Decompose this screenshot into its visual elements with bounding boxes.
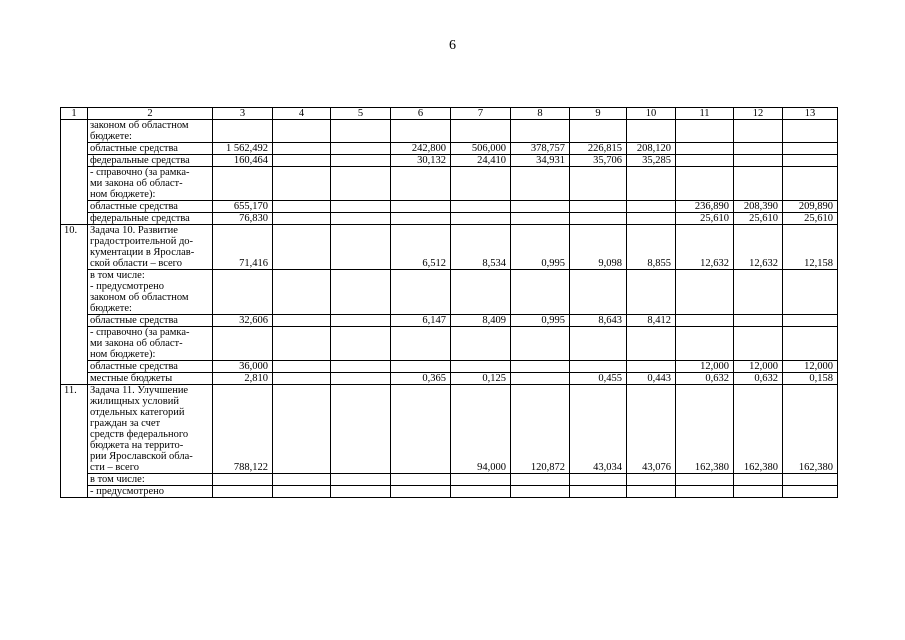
value-cell (734, 486, 783, 498)
value-cell: 12,000 (734, 361, 783, 373)
value-cell: 0,455 (570, 373, 627, 385)
value-cell (734, 167, 783, 201)
value-cell (783, 143, 838, 155)
row-label: Задача 10. Развитие градостроительной до- кументации в Ярослав- ской области – всего (88, 225, 213, 270)
value-cell (627, 270, 676, 315)
value-cell (676, 155, 734, 167)
value-cell (331, 486, 391, 498)
value-cell: 0,443 (627, 373, 676, 385)
column-number-row (61, 108, 838, 120)
value-cell: 226,815 (570, 143, 627, 155)
value-cell (331, 373, 391, 385)
value-cell (331, 327, 391, 361)
table-row (61, 315, 838, 327)
table-row (61, 270, 838, 315)
value-cell: 34,931 (511, 155, 570, 167)
value-cell: 6,147 (391, 315, 451, 327)
value-cell: 12,632 (734, 225, 783, 270)
value-cell (570, 213, 627, 225)
value-cell (273, 270, 331, 315)
table-row (61, 385, 838, 474)
value-cell (331, 315, 391, 327)
value-cell (511, 474, 570, 486)
value-cell: 35,706 (570, 155, 627, 167)
column-number: 13 (783, 108, 838, 120)
value-cell (273, 385, 331, 474)
table-row (61, 373, 838, 385)
column-number: 2 (88, 108, 213, 120)
value-cell: 12,000 (676, 361, 734, 373)
value-cell (676, 474, 734, 486)
row-label: областные средства (88, 201, 213, 213)
column-number: 7 (451, 108, 511, 120)
column-number: 4 (273, 108, 331, 120)
value-cell (331, 167, 391, 201)
value-cell: 1 562,492 (213, 143, 273, 155)
value-cell (213, 474, 273, 486)
value-cell (734, 155, 783, 167)
value-cell: 25,610 (734, 213, 783, 225)
table-row (61, 213, 838, 225)
value-cell (570, 486, 627, 498)
value-cell (391, 120, 451, 143)
column-number: 12 (734, 108, 783, 120)
value-cell (511, 373, 570, 385)
row-label: Задача 11. Улучшение жилищных условий отдельных категорий граждан за счет средств федерального бюджета на террито- рии Ярославской обла- сти – всего (88, 385, 213, 474)
value-cell (676, 327, 734, 361)
value-cell (331, 474, 391, 486)
value-cell (783, 270, 838, 315)
value-cell: 8,534 (451, 225, 511, 270)
value-cell (451, 270, 511, 315)
value-cell (627, 201, 676, 213)
value-cell: 236,890 (676, 201, 734, 213)
value-cell (627, 167, 676, 201)
value-cell: 8,643 (570, 315, 627, 327)
value-cell (734, 143, 783, 155)
value-cell (331, 225, 391, 270)
value-cell (331, 155, 391, 167)
value-cell: 24,410 (451, 155, 511, 167)
value-cell: 12,000 (783, 361, 838, 373)
row-label: - справочно (за рамка- ми закона об област- ном бюджете): (88, 167, 213, 201)
value-cell: 0,158 (783, 373, 838, 385)
value-cell (273, 201, 331, 213)
value-cell: 162,380 (783, 385, 838, 474)
row-label: в том числе: (88, 474, 213, 486)
value-cell: 25,610 (783, 213, 838, 225)
value-cell (213, 120, 273, 143)
value-cell (734, 327, 783, 361)
value-cell (783, 167, 838, 201)
row-index: 11. (61, 385, 88, 498)
table-row (61, 120, 838, 143)
value-cell (331, 213, 391, 225)
table-row (61, 143, 838, 155)
value-cell (570, 327, 627, 361)
value-cell: 120,872 (511, 385, 570, 474)
table-row (61, 327, 838, 361)
row-label: федеральные средства (88, 213, 213, 225)
value-cell: 208,390 (734, 201, 783, 213)
value-cell (783, 155, 838, 167)
value-cell (273, 120, 331, 143)
value-cell: 8,409 (451, 315, 511, 327)
value-cell (627, 474, 676, 486)
value-cell: 71,416 (213, 225, 273, 270)
value-cell (391, 327, 451, 361)
value-cell (570, 120, 627, 143)
table-row (61, 201, 838, 213)
value-cell: 0,125 (451, 373, 511, 385)
value-cell (391, 385, 451, 474)
value-cell (331, 270, 391, 315)
value-cell (451, 474, 511, 486)
value-cell: 208,120 (627, 143, 676, 155)
value-cell (331, 201, 391, 213)
row-label: областные средства (88, 315, 213, 327)
value-cell (451, 167, 511, 201)
value-cell (676, 486, 734, 498)
value-cell: 25,610 (676, 213, 734, 225)
value-cell (273, 155, 331, 167)
value-cell: 43,076 (627, 385, 676, 474)
value-cell (451, 327, 511, 361)
value-cell (676, 143, 734, 155)
row-label: в том числе: - предусмотрено законом об областном бюджете: (88, 270, 213, 315)
row-index: 10. (61, 225, 88, 385)
row-label: - справочно (за рамка- ми закона об област- ном бюджете): (88, 327, 213, 361)
column-number: 5 (331, 108, 391, 120)
value-cell (213, 327, 273, 361)
value-cell (676, 270, 734, 315)
value-cell: 32,606 (213, 315, 273, 327)
value-cell (511, 486, 570, 498)
column-number: 11 (676, 108, 734, 120)
value-cell: 0,632 (734, 373, 783, 385)
table-row (61, 225, 838, 270)
value-cell: 30,132 (391, 155, 451, 167)
value-cell (331, 143, 391, 155)
row-index (61, 120, 88, 225)
value-cell: 378,757 (511, 143, 570, 155)
value-cell (783, 120, 838, 143)
value-cell: 162,380 (734, 385, 783, 474)
row-label: областные средства (88, 361, 213, 373)
column-number: 3 (213, 108, 273, 120)
value-cell (783, 486, 838, 498)
value-cell (570, 201, 627, 213)
value-cell (273, 373, 331, 385)
row-label: - предусмотрено (88, 486, 213, 498)
value-cell: 0,995 (511, 315, 570, 327)
value-cell: 242,800 (391, 143, 451, 155)
value-cell (331, 120, 391, 143)
value-cell (273, 315, 331, 327)
value-cell (734, 315, 783, 327)
value-cell (391, 167, 451, 201)
value-cell (734, 270, 783, 315)
table-row (61, 474, 838, 486)
value-cell (213, 486, 273, 498)
value-cell (391, 474, 451, 486)
value-cell: 6,512 (391, 225, 451, 270)
value-cell: 12,632 (676, 225, 734, 270)
value-cell (627, 120, 676, 143)
value-cell: 35,285 (627, 155, 676, 167)
value-cell: 2,810 (213, 373, 273, 385)
value-cell (627, 213, 676, 225)
table-row (61, 167, 838, 201)
value-cell (627, 486, 676, 498)
value-cell (676, 120, 734, 143)
value-cell: 655,170 (213, 201, 273, 213)
value-cell (273, 474, 331, 486)
value-cell (273, 225, 331, 270)
value-cell (570, 361, 627, 373)
value-cell (451, 486, 511, 498)
value-cell (213, 270, 273, 315)
column-number: 6 (391, 108, 451, 120)
value-cell: 8,412 (627, 315, 676, 327)
value-cell: 12,158 (783, 225, 838, 270)
value-cell (783, 474, 838, 486)
value-cell (451, 213, 511, 225)
row-label: областные средства (88, 143, 213, 155)
value-cell (273, 486, 331, 498)
value-cell (511, 327, 570, 361)
value-cell: 43,034 (570, 385, 627, 474)
value-cell: 209,890 (783, 201, 838, 213)
value-cell (273, 213, 331, 225)
value-cell (734, 120, 783, 143)
value-cell (451, 120, 511, 143)
value-cell (451, 201, 511, 213)
value-cell (627, 361, 676, 373)
value-cell (783, 315, 838, 327)
row-label: местные бюджеты (88, 373, 213, 385)
row-label: федеральные средства (88, 155, 213, 167)
column-number: 8 (511, 108, 570, 120)
value-cell (451, 361, 511, 373)
table-row (61, 486, 838, 498)
column-number: 9 (570, 108, 627, 120)
value-cell (570, 270, 627, 315)
value-cell (511, 120, 570, 143)
value-cell (391, 213, 451, 225)
value-cell: 788,122 (213, 385, 273, 474)
value-cell: 0,365 (391, 373, 451, 385)
value-cell (331, 385, 391, 474)
value-cell (273, 361, 331, 373)
value-cell: 9,098 (570, 225, 627, 270)
value-cell (391, 361, 451, 373)
value-cell: 36,000 (213, 361, 273, 373)
value-cell (511, 270, 570, 315)
value-cell (570, 167, 627, 201)
value-cell: 0,632 (676, 373, 734, 385)
column-number: 1 (61, 108, 88, 120)
value-cell (273, 143, 331, 155)
row-label: законом об областном бюджете: (88, 120, 213, 143)
page-number: 6 (449, 38, 456, 53)
table-row (61, 155, 838, 167)
value-cell (734, 474, 783, 486)
value-cell (511, 201, 570, 213)
value-cell (213, 167, 273, 201)
value-cell (391, 270, 451, 315)
value-cell (783, 327, 838, 361)
column-number: 10 (627, 108, 676, 120)
value-cell (331, 361, 391, 373)
value-cell: 94,000 (451, 385, 511, 474)
value-cell (391, 201, 451, 213)
table-row (61, 361, 838, 373)
value-cell (273, 327, 331, 361)
value-cell: 0,995 (511, 225, 570, 270)
value-cell (676, 167, 734, 201)
value-cell (511, 167, 570, 201)
value-cell (676, 315, 734, 327)
value-cell (511, 213, 570, 225)
value-cell: 8,855 (627, 225, 676, 270)
value-cell: 76,830 (213, 213, 273, 225)
value-cell (511, 361, 570, 373)
value-cell (570, 474, 627, 486)
value-cell: 162,380 (676, 385, 734, 474)
value-cell (273, 167, 331, 201)
value-cell: 160,464 (213, 155, 273, 167)
value-cell (627, 327, 676, 361)
budget-table (60, 107, 838, 498)
value-cell: 506,000 (451, 143, 511, 155)
value-cell (391, 486, 451, 498)
